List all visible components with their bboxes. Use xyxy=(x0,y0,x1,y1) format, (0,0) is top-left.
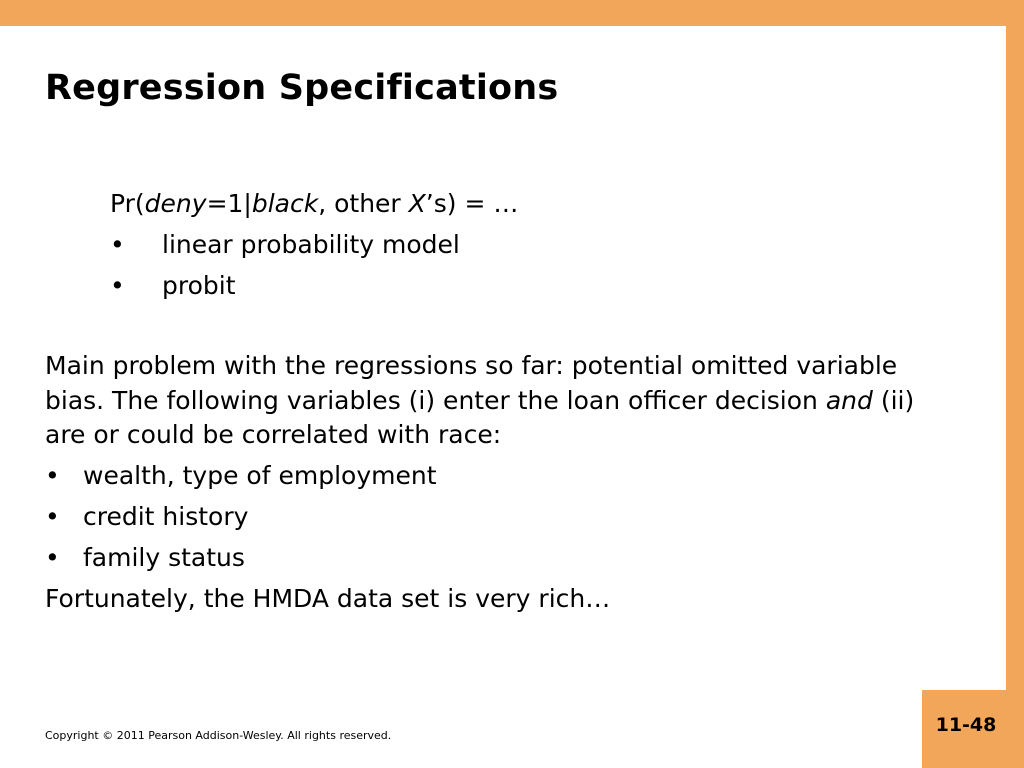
list-item-text: probit xyxy=(162,271,236,300)
bullet-glyph: • xyxy=(45,460,60,490)
other-text: , other xyxy=(318,189,409,218)
list-item-variable xyxy=(45,541,945,582)
list-item-text: linear probability model xyxy=(162,230,460,259)
list-item-text: family status xyxy=(83,542,245,572)
slide-title: Regression Specifications xyxy=(45,68,559,108)
list-item-model xyxy=(110,228,518,269)
list-item-variable xyxy=(45,459,945,500)
var-deny: deny xyxy=(144,189,207,218)
problem-and: and xyxy=(825,385,873,415)
list-item-text: wealth, type of employment xyxy=(83,460,437,490)
top-border-bar xyxy=(0,0,1024,26)
variables-list xyxy=(45,459,945,582)
right-border-bar xyxy=(1006,0,1024,768)
problem-paragraph xyxy=(45,349,945,453)
eq-one: =1| xyxy=(206,189,252,218)
bullet-glyph: • xyxy=(45,542,60,572)
page-number: 11-48 xyxy=(935,714,997,736)
var-black: black xyxy=(251,189,319,218)
problem-part2: (ii) are or could be correlated with race: xyxy=(45,385,915,449)
list-item-variable xyxy=(45,500,945,541)
pr-open: Pr( xyxy=(110,189,145,218)
problem-part1: Main problem with the regressions so far: potential omitted variable bias. The following variables (i) enter the loan officer decision xyxy=(45,351,898,415)
specification-block xyxy=(110,187,518,310)
copyright-notice: Copyright © 2011 Pearson Addison-Wesley. All rights reserved. xyxy=(45,729,392,742)
main-content xyxy=(45,349,945,622)
closing-sentence: Fortunately, the HMDA data set is very rich… xyxy=(45,583,611,613)
list-item-text: credit history xyxy=(83,501,249,531)
list-item-model xyxy=(110,269,518,310)
bullet-glyph: • xyxy=(110,230,125,259)
probability-expression xyxy=(110,187,518,228)
bullet-glyph: • xyxy=(110,271,125,300)
var-x: X xyxy=(408,189,426,218)
expression-tail: ’s) = … xyxy=(425,189,519,218)
bullet-glyph: • xyxy=(45,501,60,531)
